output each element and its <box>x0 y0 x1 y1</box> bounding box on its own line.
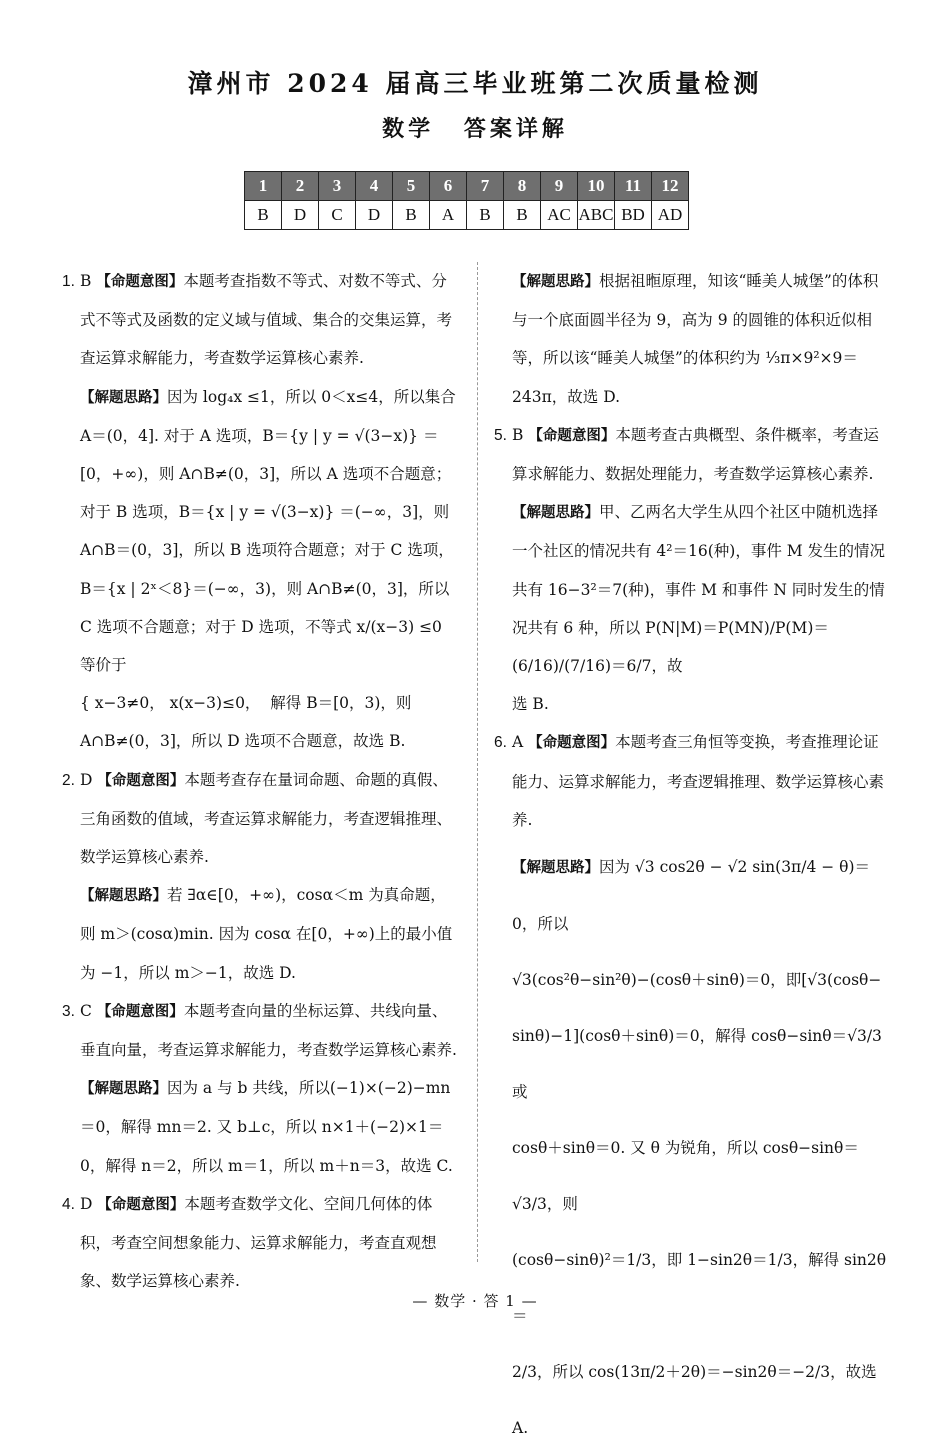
approach-label: 【解题思路】 <box>512 860 599 877</box>
answer-cell: BD <box>615 201 652 230</box>
approach-text: (cosθ−sinθ)²＝1/3，即 1−sin2θ＝1/3，解得 sin2θ＝ <box>512 1251 887 1326</box>
answer-cell: A <box>430 201 467 230</box>
question-number: 5. <box>494 426 507 444</box>
question-6 <box>494 723 890 1456</box>
question-number-cell: 3 <box>319 172 356 201</box>
question-number: 3. <box>62 1002 75 1020</box>
question-answer: A <box>512 733 524 752</box>
intent-label: 【命题意图】 <box>96 1003 184 1020</box>
approach-text: 甲、乙两名大学生从四个社区中随机选择一个社区的情况共有 4²＝16(种)，事件 M 发生的情况共有 16−3²＝7(种)，事件 M 和事件 N 同时发生的情况共有 6 种，所以 P(N|M)＝P(MN)/P(M)＝(6/16)/(7/16)＝6/7，故 <box>512 503 886 676</box>
approach-text: sinθ)−1](cosθ＋sinθ)＝0，解得 cosθ−sinθ＝√3/3 或 <box>512 1027 882 1102</box>
question-answer: B <box>512 425 524 444</box>
question-answer: D <box>80 1194 93 1213</box>
question-number-cell: 4 <box>356 172 393 201</box>
question-4 <box>62 1185 460 1301</box>
approach-text: 解得 B＝[0，3)，则 A∩B≠(0，3]，所以 D 选项不合题意，故选 B. <box>80 694 412 751</box>
intent-text: 本题考查存在量词命题、命题的真假、三角函数的值域，考查运算求解能力，考查逻辑推理、数学运算核心素养. <box>80 770 453 867</box>
intent-text: 本题考查数学文化、空间几何体的体积，考查空间想象能力、运算求解能力，考查直观想象、数学运算核心素养. <box>80 1194 437 1291</box>
approach-text: cosθ＋sinθ＝0. 又 θ 为锐角，所以 cosθ−sinθ＝√3/3，则 <box>512 1139 859 1214</box>
answer-cell: AC <box>541 201 578 230</box>
intent-text: 本题考查向量的坐标运算、共线向量、垂直向量，考查运算求解能力，考查数学运算核心素养. <box>80 1001 457 1060</box>
intent-text: 本题考查古典概型、条件概率，考查运算求解能力、数据处理能力，考查数学运算核心素养. <box>512 425 879 484</box>
answer-table-answer-row <box>245 201 689 230</box>
approach-label: 【解题思路】 <box>512 274 599 290</box>
question-answer: D <box>80 770 93 789</box>
answer-cell: B <box>245 201 282 230</box>
answer-cell: ABC <box>578 201 615 230</box>
intent-label: 【命题意图】 <box>97 1196 185 1213</box>
intent-text: 本题考查三角恒等变换，考查推理论证能力、运算求解能力，考查逻辑推理、数学运算核心素养. <box>512 733 885 829</box>
approach-label: 【解题思路】 <box>512 505 599 522</box>
approach-text: 因为 √3 cos2θ − √2 sin(3π/4 − θ)＝0，所以 <box>512 858 871 934</box>
question-number-cell: 11 <box>615 172 652 201</box>
question-number-cell: 8 <box>504 172 541 201</box>
question-3 <box>62 992 460 1185</box>
approach-text: 若 ∃α∈[0，+∞)，cosα＜m 为真命题，则 m＞(cosα)min. 因为 cosα 在[0，+∞)上的最小值为 −1，所以 m＞−1，故选 D. <box>80 886 453 982</box>
approach-text: 选 B. <box>512 695 549 714</box>
answer-table-header-row <box>245 172 689 201</box>
question-number-cell: 10 <box>578 172 615 201</box>
approach-text: 根据祖暅原理，知该“睡美人城堡”的体积与一个底面圆半径为 9，高为 9 的圆锥的体积近似相等，所以该“睡美人城堡”的体积约为 ⅓π×9²×9＝ <box>512 272 879 368</box>
answer-cell: D <box>356 201 393 230</box>
answer-cell: B <box>467 201 504 230</box>
approach-text: 因为 a 与 b 共线，所以(−1)×(−2)−mn＝0，解得 mn＝2. 又 b⊥c，所以 n×1＋(−2)×1＝0，解得 n＝2，所以 m＝1，所以 m＋n＝3，故选 C. <box>80 1079 453 1175</box>
answer-cell: B <box>504 201 541 230</box>
intent-label: 【命题意图】 <box>96 274 184 290</box>
question-answer: C <box>80 1001 92 1020</box>
answer-cell: B <box>393 201 430 230</box>
question-number-cell: 9 <box>541 172 578 201</box>
intent-text: 本题考查指数不等式、对数不等式、分式不等式及函数的定义域与值域、集合的交集运算，考查运算求解能力，考查数学运算核心素养. <box>80 272 453 368</box>
approach-text: √3(cos²θ−sin²θ)−(cosθ＋sinθ)＝0，即[√3(cosθ− <box>512 971 882 990</box>
intent-label: 【命题意图】 <box>528 427 616 444</box>
question-number: 1. <box>62 273 75 290</box>
question-number-cell: 12 <box>652 172 689 201</box>
inequality-system: { x−3≠0， x(x−3)≤0， <box>80 694 261 713</box>
question-2 <box>62 761 460 992</box>
question-number-cell: 2 <box>282 172 319 201</box>
question-4-continued <box>494 262 890 416</box>
page-footer: — 数学 · 答 1 — <box>412 1292 538 1310</box>
question-1 <box>62 262 460 761</box>
answer-cell: C <box>319 201 356 230</box>
right-column <box>494 262 890 1456</box>
approach-text: 243π，故选 D. <box>512 387 621 406</box>
approach-label: 【解题思路】 <box>80 1081 167 1098</box>
answer-cell: D <box>282 201 319 230</box>
question-number-cell: 1 <box>245 172 282 201</box>
question-number-cell: 6 <box>430 172 467 201</box>
approach-label: 【解题思路】 <box>80 888 167 905</box>
intent-label: 【命题意图】 <box>97 772 185 789</box>
approach-label: 【解题思路】 <box>80 389 167 406</box>
approach-text: 2/3，所以 cos(13π/2＋2θ)＝−sin2θ＝−2/3，故选 A. <box>512 1363 877 1438</box>
question-number: 6. <box>494 734 507 752</box>
approach-text: 因为 log₄x ≤1，所以 0＜x≤4，所以集合 A＝(0，4]. 对于 A 选项，B＝{y | y = √(3−x)} ＝ [0，+∞)，则 A∩B≠(0，3]，所以 A 选项不合题意；对于 B 选项，B＝{x | y = √(3−x)} ＝(−∞，3]，则 A∩B＝(0，3]，所以 B 选项符合题意；对于 C 选项，B＝{x | 2ˣ＜8}＝(−∞，3)，则 A∩B≠(0，3]，所以 C 选项不合题意；对于 D 选项，不等式 x/(x−3) ≤0 等价于 <box>80 387 456 675</box>
intent-label: 【命题意图】 <box>528 735 616 752</box>
left-column <box>62 262 460 1300</box>
question-number: 2. <box>62 771 75 789</box>
answer-table <box>244 171 689 230</box>
question-number: 4. <box>62 1195 75 1213</box>
question-5 <box>494 416 890 724</box>
question-number-cell: 7 <box>467 172 504 201</box>
question-answer: B <box>80 272 92 290</box>
page-subtitle: 数学 答案详解 <box>382 116 568 142</box>
page-title: 漳州市 2024 届高三毕业班第二次质量检测 <box>187 69 763 98</box>
answer-cell: AD <box>652 201 689 230</box>
question-number-cell: 5 <box>393 172 430 201</box>
column-divider <box>477 262 478 1262</box>
